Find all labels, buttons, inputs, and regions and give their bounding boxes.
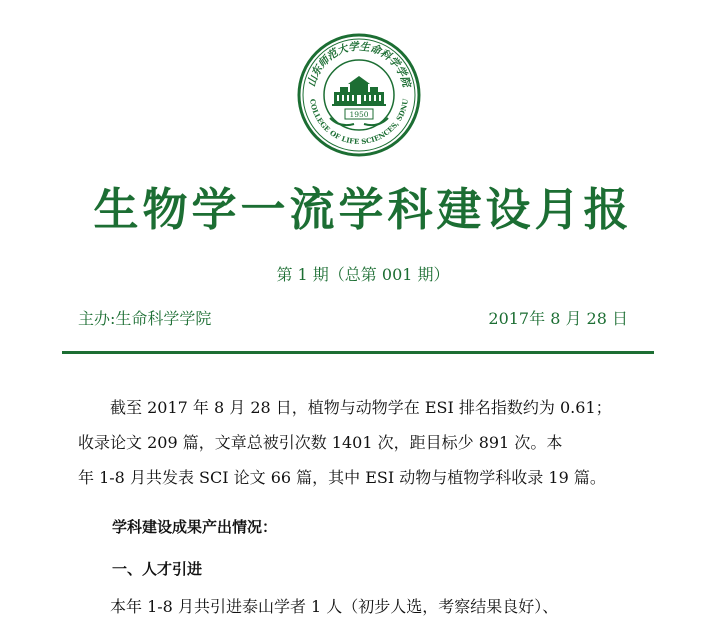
logo-chinese-text: 山东师范大学生命科学学院: [305, 40, 413, 89]
issue-number: 第 1 期（总第 001 期）: [276, 265, 450, 284]
sponsor-label: 主办:生命科学学院: [78, 309, 212, 328]
header-divider: [62, 351, 654, 354]
talent-paragraph: 本年 1-8 月共引进泰山学者 1 人（初步人选，考察结果良好）、: [110, 597, 559, 616]
newsletter-title: 生物学一流学科建设月报: [93, 183, 633, 236]
college-logo: [296, 32, 422, 158]
intro-line: 截至 2017 年 8 月 28 日，植物与动物学在 ESI 排名指数约为 0.61；: [110, 398, 612, 417]
logo-english-text: COLLEGE OF LIFE SCIENCES, SDNU: [308, 98, 410, 147]
intro-paragraph: [78, 390, 638, 495]
intro-line: 年 1-8 月共发表 SCI 论文 66 篇，其中 ESI 动物与植物学科收录 19 篇。: [78, 468, 606, 487]
college-seal-icon: [296, 32, 422, 158]
section-heading-talent: 一、人才引进: [112, 560, 203, 578]
issue-date: 2017年 8 月 28 日: [488, 309, 628, 328]
outcomes-subheading: 学科建设成果产出情况：: [112, 518, 278, 536]
intro-line: 收录论文 209 篇，文章总被引次数 1401 次，距目标少 891 次。本: [78, 433, 563, 452]
logo-year: 1950: [349, 110, 369, 119]
